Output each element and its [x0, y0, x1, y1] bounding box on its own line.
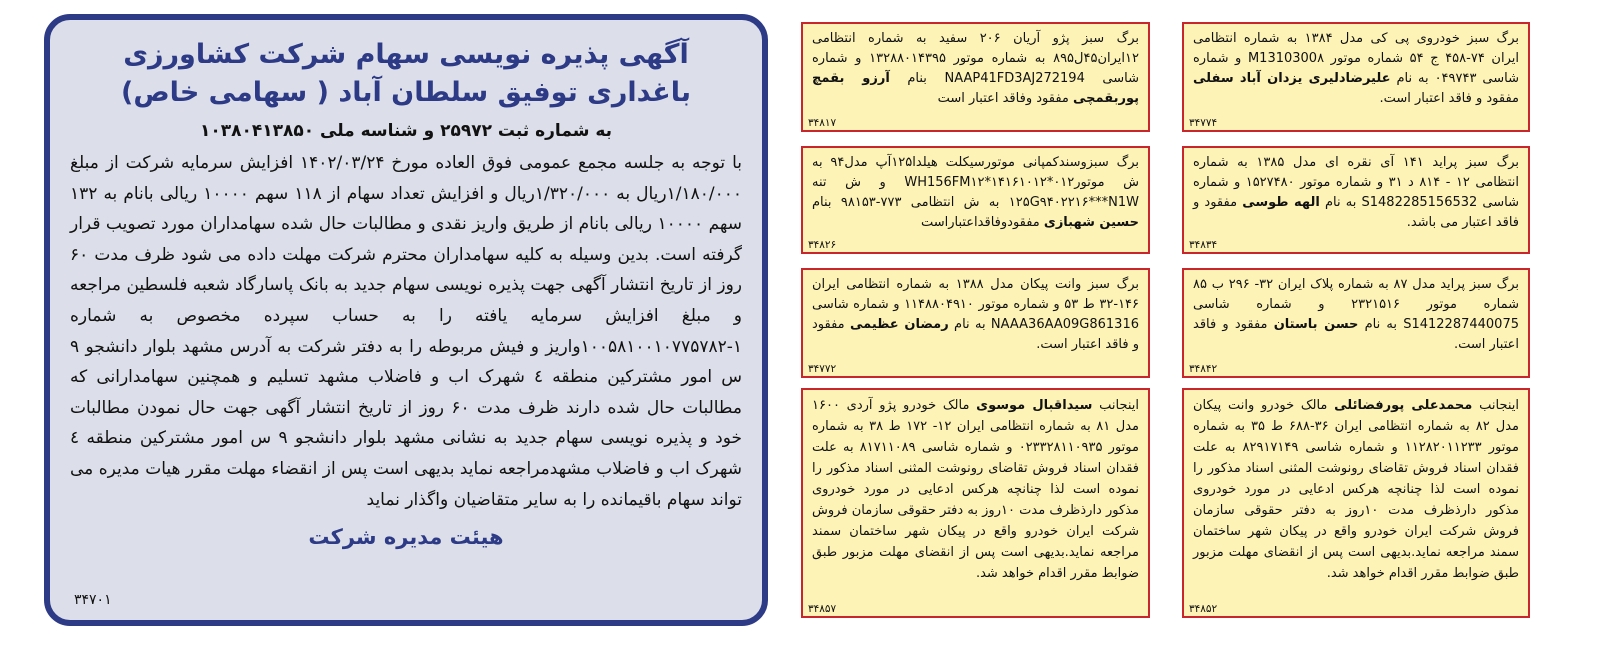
- ad-code: ۳۴۸۵۲: [1189, 603, 1218, 615]
- notice-body: با توجه به جلسه مجمع عمومی فوق العاده مورخ ۱۴۰۲/۰۳/۲۴ افزایش سرمایه شرکت از مبلغ ۱/۱۸۰/۰۰۰ریال به ۱/۳۲۰/۰۰۰ریال و افزایش تعداد سهام از ۱۱۸ سهم ۱۰۰۰۰ ریالی بانام به ۱۳۲ سهم ۱۰۰۰۰ ریالی بانام از طریق واریز نقدی و مطالبات حال شده سهامداران مورد تصویب قرار گرفته است. بدین وسیله به کلیه سهامداران محترم شرکت مهلت داده می شود ظرف مدت ۶۰ روز از تاریخ انتشار آگهی جهت پذیره نویسی سهام جدید به بانک پاسارگاد شعبه فلسطین مراجعه و مبلغ افزایش سرمایه یافته را به حساب سپرده مخصوص به شماره ۱-۱۰۰۵۸۱۰۰۱۰۷۷۵۷۸۲واریز و فیش مربوطه را به دفتر شرکت به آدرس مشهد بلوار دانشجو ۹ س امور مشترکین منطقه ٤ شهرک اب و فاضلاب مشهد تسلیم و همچنین سهامدارانی که مطالبات حال شده دارند ظرف مدت ۶۰ روز از تاریخ انتشار آگهی جهت حال نمودن مطالبات خود و پذیره نویسی سهام جدید به نشانی مشهد بلوار دانشجو ۹ س امور مشترکین منطقه ٤ شهرک اب و فاضلاب مشهدمراجعه نماید بدیهی است پس از انقضاء مهلت مقرر هیات مدیره می تواند سهام باقیمانده را به سایر متقاضیان واگذار نماید: [70, 153, 742, 510]
- ad-card: [801, 268, 1150, 378]
- ad-code: ۳۴۸۵۷: [808, 603, 837, 615]
- ad-text: مالک خودرو پژو آردی ۱۶۰۰ مدل ۸۱ به شماره انتظامی ایران ۱۲- ۱۷۲ ط ۳۸ به شماره موتور ۰۲۳۳۲۸۱۱۰۹۳۵ و شماره شاسی ۸۱۷۱۱۰۸۹ به علت فقدان اسناد فروش تقاضای رونوشت المثنی اسناد مذکور را نموده است لذا چنانچه هرکس ادعایی در مورد خودروی مذکور دارذظرف مدت ۱۰روز به دفتر حقوقی سازمان فروش شرکت ایران خودرو واقع در پیکان شهر ساختمان سمند مراجعه نماید.بدیهی است پس از انقضای مهلت مزبور طبق ضوابط مقرر اقدام خواهد شد.: [812, 398, 1139, 581]
- main-notice: [44, 14, 768, 626]
- ad-text: مفقود و فاقد اعتبار است.: [1193, 317, 1519, 352]
- ad-code: ۳۴۸۲۶: [808, 239, 837, 251]
- ad-code: ۳۴۸۳۴: [1189, 239, 1218, 251]
- ad-card: [1182, 388, 1530, 618]
- notice-signature: هیئت مدیره شرکت: [308, 525, 504, 550]
- ad-card: [1182, 22, 1530, 132]
- ad-owner-name: رمضان عظیمی: [849, 317, 949, 332]
- ad-text: اینجانب: [1472, 398, 1519, 413]
- notice-title: آگهی پذیره نویسی سهام شرکت کشاورزی باغداری توفیق سلطان آباد ( سهامی خاص): [121, 39, 691, 108]
- ad-owner-name: حسن باستان: [1273, 317, 1359, 332]
- ad-owner-name: محمدعلی پورفضائلی: [1334, 398, 1473, 413]
- ad-owner-name: حسین شهبازی: [1043, 215, 1139, 230]
- ad-card: [1182, 268, 1530, 378]
- ad-code: ۳۴۷۷۴: [1189, 117, 1218, 129]
- ad-text: مفقود و فاقد اعتبار است.: [1379, 91, 1519, 106]
- ad-card: [801, 388, 1150, 618]
- ad-code: ۳۴۷۷۲: [808, 363, 837, 375]
- ad-text: برگ سبز وانت پیکان مدل ۱۳۸۸ به شماره انتظامی ایران ۱۴۶-۳۲ ط ۵۳ و شماره موتور ۱۱۴۸۸۰۴۹۱۰ و شماره شاسی NAAA36AA09G861316 به نام: [812, 277, 1140, 332]
- ad-card: [1182, 146, 1530, 254]
- ad-text: اینجانب: [1092, 398, 1139, 413]
- ad-owner-name: الهه طوسی: [1242, 195, 1320, 210]
- ad-card: [801, 146, 1150, 254]
- ad-owner-name: سیداقبال موسوی: [976, 398, 1093, 413]
- ad-owner-name: علیرضادلیری یزدان آباد سفلی: [1193, 71, 1391, 86]
- notice-registration: به شماره ثبت ۲۵۹۷۲ و شناسه ملی ۱۰۳۸۰۴۱۳۸۵۰: [199, 121, 613, 141]
- ad-text: مالک خودرو وانت پیکان مدل ۸۲ به شماره انتظامی ایران ۳۶-۶۸۸ ط ۳۵ به شماره موتور ۱۱۲۸۲۰۱۱۲۳۳ و شماره شاسی ۸۲۹۱۷۱۴۹ به علت فقدان اسناد فروش تقاضای رونوشت المثنی اسناد مذکور را نموده است لذا چنانچه هرکس ادعایی در مورد خودروی مذکور دارذظرف مدت ۱۰روز به دفتر حقوقی سازمان فروش شرکت ایران خودرو واقع در پیکان شهر ساختمان سمند مراجعه نماید.بدیهی است پس از انقضای مهلت مزبور طبق ضوابط مقرر اقدام خواهد شد.: [1193, 398, 1520, 581]
- ad-text: مفقودوفاقداعتباراست: [920, 215, 1044, 230]
- ad-text: برگ سبز خودروی پی کی مدل ۱۳۸۴ به شماره انتظامی ایران ۷۴-۴۵۸ ج ۵۴ شماره موتور M1310300۸ و شماره شاسی ۰۴۹۷۴۳ به نام: [1193, 31, 1519, 86]
- ad-text: برگ سبز پژو آریان ۲۰۶ سفید به شماره انتظامی ۱۲ایران۴۵ل۸۹۵ به شماره موتور ۱۳۲۸۸۰۱۴۳۹۵ و شماره شاسی NAAP41FD3AJ272194 بنام: [812, 31, 1140, 86]
- notice-code: ۳۴۷۰۱: [74, 592, 112, 608]
- ad-code: ۳۴۸۴۲: [1189, 363, 1218, 375]
- ad-text: برگ سبز پراید ۱۴۱ آی نقره ای مدل ۱۳۸۵ به شماره انتظامی ۱۲ - ۸۱۴ د ۳۱ و شماره موتور ۱۵۲۷۴۸۰ و شماره شاسی S1482285156532 به نام: [1193, 155, 1520, 210]
- ad-text: برگ سبز پراید مدل ۸۷ به شماره پلاک ایران ۳۲- ۲۹۶ ب ۸۵ شماره موتور ۲۳۲۱۵۱۶ و شماره شاسی S1412287440075 به نام: [1193, 277, 1520, 332]
- ad-owner-name: آرزو بقمچ پوربقمچی: [812, 71, 1139, 106]
- ad-card: [801, 22, 1150, 132]
- ad-text: مفقود و فاقد اعتبار است.: [812, 317, 1139, 352]
- ad-text: برگ سبزوسندکمپانی موتورسیکلت هیلدا۱۲۵آپ مدل۹۴ به ش موتور۰۱۲*۱۴۱۶۱۰۱۲*WH156FM۱۲ و ش تنه ۱۲۵G۹۴۰۲۲۱۶***N1W به ش انتظامی ۷۷۳-۹۸۱۵۳ بنام: [812, 155, 1139, 210]
- ad-text: مفقود وفاقد اعتبار است: [937, 91, 1073, 106]
- ad-text: مفقود و فاقد اعتبار می باشد.: [1193, 195, 1519, 230]
- ad-code: ۳۴۸۱۷: [808, 117, 837, 129]
